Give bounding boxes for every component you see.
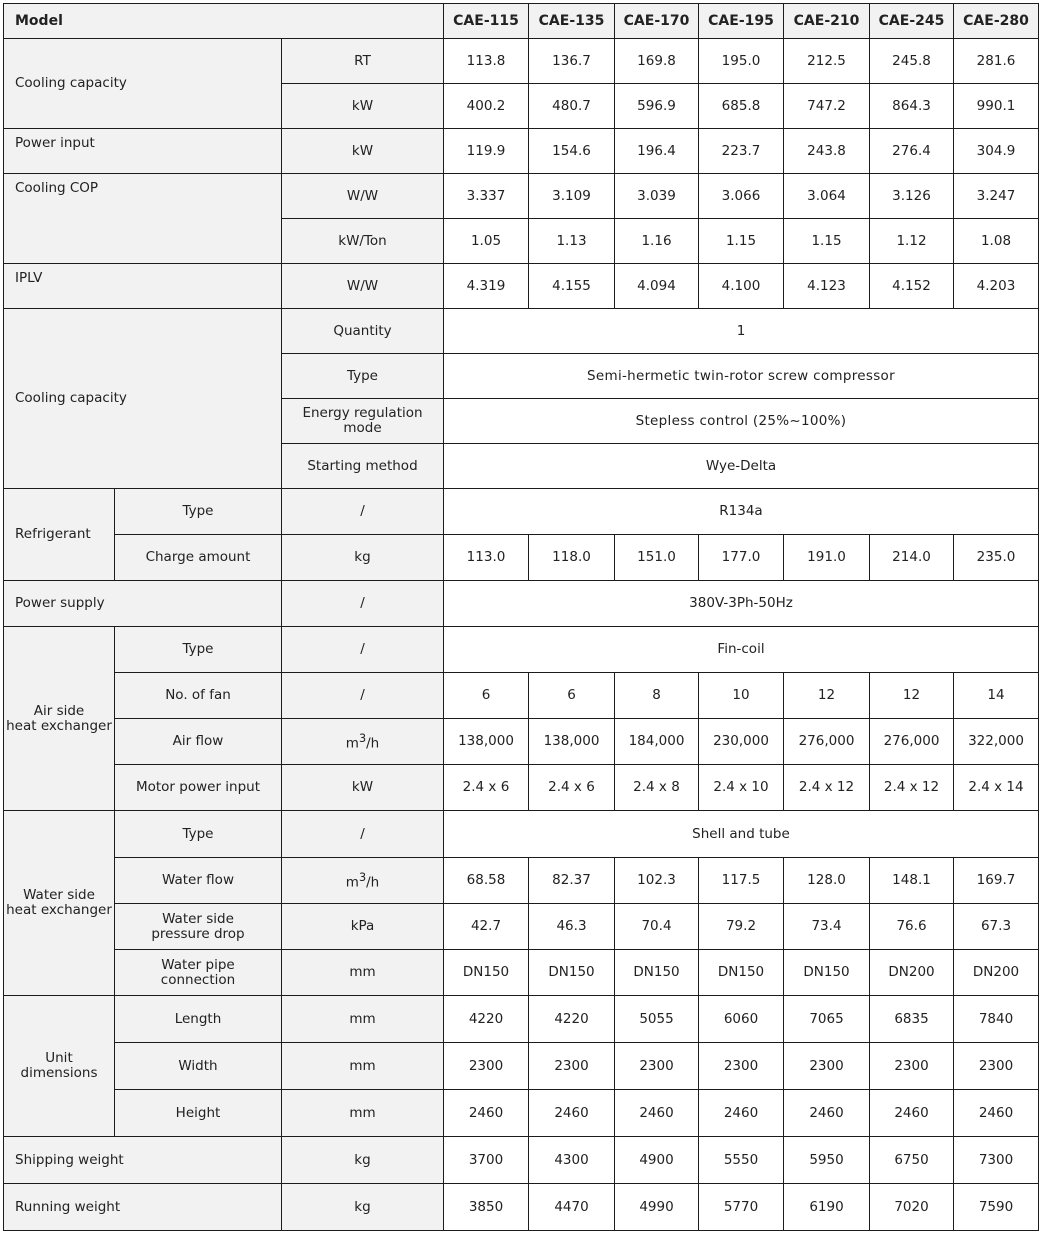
model-name: CAE-195 (699, 4, 784, 39)
value-cell: 70.4 (615, 904, 699, 950)
value-cell: 4900 (615, 1137, 699, 1184)
table-row (4, 1090, 1039, 1137)
value-cell: 2.4 x 12 (870, 765, 954, 811)
unit-cell: kW/Ton (282, 219, 444, 264)
value-cell: 113.0 (444, 535, 529, 581)
table-row (4, 719, 1039, 765)
value-cell: 113.8 (444, 39, 529, 84)
spec-label: No. of fan (115, 673, 282, 719)
value-cell: 1.08 (954, 219, 1039, 264)
value-cell: 747.2 (784, 84, 870, 129)
unit-cell: / (282, 811, 444, 858)
unit-cell (282, 858, 444, 904)
value-cell: 2.4 x 10 (699, 765, 784, 811)
unit-cell: / (282, 673, 444, 719)
value-cell: 1.15 (784, 219, 870, 264)
value-cell: 67.3 (954, 904, 1039, 950)
value-cell: 7065 (784, 996, 870, 1043)
value-cell: 2300 (784, 1043, 870, 1090)
table-row (4, 904, 1039, 950)
value-cell: 191.0 (784, 535, 870, 581)
value-cell: 1.16 (615, 219, 699, 264)
refrigerant-label: Refrigerant (4, 489, 115, 581)
value-cell: 1.05 (444, 219, 529, 264)
value-cell: 245.8 (870, 39, 954, 84)
unit-cell: kW (282, 84, 444, 129)
value-cell: 3.126 (870, 174, 954, 219)
value-cell: 119.9 (444, 129, 529, 174)
value-cell: 8 (615, 673, 699, 719)
span-value: Semi-hermetic twin-rotor screw compressor (444, 354, 1039, 399)
table-row (4, 1043, 1039, 1090)
value-cell: 6190 (784, 1184, 870, 1231)
model-name: CAE-135 (529, 4, 615, 39)
model-label: Model (4, 4, 444, 39)
value-cell: 3.247 (954, 174, 1039, 219)
value-cell: 3.109 (529, 174, 615, 219)
value-cell: 14 (954, 673, 1039, 719)
value-cell: 10 (699, 673, 784, 719)
model-name: CAE-210 (784, 4, 870, 39)
value-cell: 6835 (870, 996, 954, 1043)
table-row (4, 129, 1039, 174)
value-cell: 230,000 (699, 719, 784, 765)
value-cell: 4300 (529, 1137, 615, 1184)
model-name: CAE-170 (615, 4, 699, 39)
span-value: Wye-Delta (444, 444, 1039, 489)
unit-cell: kPa (282, 904, 444, 950)
unit-cell: kg (282, 1137, 444, 1184)
value-cell: 76.6 (870, 904, 954, 950)
unit-cell: / (282, 581, 444, 627)
value-cell: 6 (444, 673, 529, 719)
spec-label: Quantity (282, 309, 444, 354)
iplv-label: IPLV (4, 264, 282, 309)
value-cell: 136.7 (529, 39, 615, 84)
table-row (4, 535, 1039, 581)
value-cell: 276.4 (870, 129, 954, 174)
value-cell: 2.4 x 6 (529, 765, 615, 811)
label-line: Water pipe (161, 956, 235, 973)
value-cell: 1.15 (699, 219, 784, 264)
spec-label: Type (282, 354, 444, 399)
value-cell: 196.4 (615, 129, 699, 174)
unit-cell: kg (282, 535, 444, 581)
value-cell: 2460 (954, 1090, 1039, 1137)
spec-label: Water flow (115, 858, 282, 904)
table-row (4, 627, 1039, 673)
shipping-weight-label: Shipping weight (4, 1137, 282, 1184)
value-cell: 151.0 (615, 535, 699, 581)
value-cell: 400.2 (444, 84, 529, 129)
value-cell: 7300 (954, 1137, 1039, 1184)
unit-cell: mm (282, 1090, 444, 1137)
value-cell: 117.5 (699, 858, 784, 904)
value-cell: 6060 (699, 996, 784, 1043)
value-cell: 2460 (444, 1090, 529, 1137)
value-cell: 169.8 (615, 39, 699, 84)
spec-label: Charge amount (115, 535, 282, 581)
unit-cell: kg (282, 1184, 444, 1231)
value-cell: DN150 (615, 950, 699, 996)
value-cell: 169.7 (954, 858, 1039, 904)
value-cell: 6750 (870, 1137, 954, 1184)
value-cell: 2300 (444, 1043, 529, 1090)
value-cell: 4.152 (870, 264, 954, 309)
value-cell: 3.066 (699, 174, 784, 219)
value-cell: 46.3 (529, 904, 615, 950)
value-cell: 5550 (699, 1137, 784, 1184)
unit-base: m (345, 874, 359, 891)
label-line: Unit (45, 1050, 73, 1066)
unit-cell: mm (282, 950, 444, 996)
value-cell: 12 (784, 673, 870, 719)
value-cell: 12 (870, 673, 954, 719)
unit-cell: mm (282, 1043, 444, 1090)
table-row (4, 765, 1039, 811)
power-supply-label: Power supply (4, 581, 282, 627)
value-cell: 4990 (615, 1184, 699, 1231)
value-cell: 990.1 (954, 84, 1039, 129)
table-row (4, 309, 1039, 354)
label-line: pressure drop (151, 925, 245, 942)
value-cell: 2460 (529, 1090, 615, 1137)
span-value: Stepless control (25%~100%) (444, 399, 1039, 444)
label-line: Water side (23, 887, 95, 903)
unit-cell: mm (282, 996, 444, 1043)
value-cell: 184,000 (615, 719, 699, 765)
unit-superscript: 3 (358, 871, 367, 885)
label-line: mode (343, 420, 382, 436)
value-cell: 223.7 (699, 129, 784, 174)
value-cell: 3.039 (615, 174, 699, 219)
value-cell: 235.0 (954, 535, 1039, 581)
value-cell: 212.5 (784, 39, 870, 84)
value-cell: 4220 (444, 996, 529, 1043)
value-cell: 3.337 (444, 174, 529, 219)
unit-cell (282, 719, 444, 765)
value-cell: 2460 (784, 1090, 870, 1137)
value-cell: 2300 (699, 1043, 784, 1090)
spec-label (115, 904, 282, 950)
table-row (4, 673, 1039, 719)
unit-cell: kW (282, 765, 444, 811)
spec-label: Height (115, 1090, 282, 1137)
value-cell: 2460 (699, 1090, 784, 1137)
value-cell: 276,000 (784, 719, 870, 765)
spec-label: Length (115, 996, 282, 1043)
table-row (4, 1137, 1039, 1184)
spec-label: Type (115, 627, 282, 673)
value-cell: 214.0 (870, 535, 954, 581)
span-value: Shell and tube (444, 811, 1039, 858)
unit-cell: kW (282, 129, 444, 174)
value-cell: 154.6 (529, 129, 615, 174)
value-cell: 128.0 (784, 858, 870, 904)
table-row (4, 996, 1039, 1043)
value-cell: 322,000 (954, 719, 1039, 765)
spec-label: Type (115, 811, 282, 858)
label-line: heat exchanger (6, 717, 112, 734)
value-cell: 480.7 (529, 84, 615, 129)
table-row (4, 39, 1039, 84)
label-line: heat exchanger (6, 902, 112, 918)
spec-label (115, 950, 282, 996)
value-cell: 3700 (444, 1137, 529, 1184)
unit-superscript: 3 (358, 732, 367, 746)
spec-label: Type (115, 489, 282, 535)
air-side-label (4, 627, 115, 811)
value-cell: 3.064 (784, 174, 870, 219)
value-cell: 4.094 (615, 264, 699, 309)
model-name: CAE-245 (870, 4, 954, 39)
value-cell: 102.3 (615, 858, 699, 904)
value-cell: 138,000 (444, 719, 529, 765)
unit-cell: W/W (282, 174, 444, 219)
value-cell: 5950 (784, 1137, 870, 1184)
unit-tail: /h (366, 874, 380, 891)
running-weight-label: Running weight (4, 1184, 282, 1231)
value-cell: DN150 (444, 950, 529, 996)
value-cell: 5055 (615, 996, 699, 1043)
unit-base: m (345, 735, 359, 752)
value-cell: 177.0 (699, 535, 784, 581)
value-cell: 4470 (529, 1184, 615, 1231)
value-cell: 2300 (529, 1043, 615, 1090)
value-cell: 7020 (870, 1184, 954, 1231)
water-side-label (4, 811, 115, 996)
unit-cell: W/W (282, 264, 444, 309)
value-cell: DN200 (954, 950, 1039, 996)
value-cell: 596.9 (615, 84, 699, 129)
value-cell: 2460 (870, 1090, 954, 1137)
value-cell: 5770 (699, 1184, 784, 1231)
value-cell: DN150 (699, 950, 784, 996)
model-name: CAE-280 (954, 4, 1039, 39)
table-row (4, 811, 1039, 858)
value-cell: 276,000 (870, 719, 954, 765)
table-row (4, 264, 1039, 309)
power-input-label: Power input (4, 129, 282, 174)
table-row (4, 1184, 1039, 1231)
value-cell: 79.2 (699, 904, 784, 950)
value-cell: 4.319 (444, 264, 529, 309)
unit-cell: / (282, 627, 444, 673)
value-cell: 685.8 (699, 84, 784, 129)
spec-label: Starting method (282, 444, 444, 489)
span-value: Fin-coil (444, 627, 1039, 673)
value-cell: 4.100 (699, 264, 784, 309)
spec-label: Air flow (115, 719, 282, 765)
unit-cell: / (282, 489, 444, 535)
value-cell: 6 (529, 673, 615, 719)
value-cell: 2460 (615, 1090, 699, 1137)
label-line: connection (160, 971, 236, 988)
spec-label: Motor power input (115, 765, 282, 811)
value-cell: 4.155 (529, 264, 615, 309)
value-cell: 1.12 (870, 219, 954, 264)
header-row (4, 4, 1039, 39)
unit-tail: /h (366, 735, 380, 752)
label-line: Air side (33, 702, 85, 719)
value-cell: 82.37 (529, 858, 615, 904)
table-row (4, 581, 1039, 627)
value-cell: 7590 (954, 1184, 1039, 1231)
label-line: Energy regulation (302, 405, 423, 421)
value-cell: DN200 (870, 950, 954, 996)
table-row (4, 858, 1039, 904)
value-cell: DN150 (529, 950, 615, 996)
table-row (4, 950, 1039, 996)
compressor-label: Cooling capacity (4, 309, 282, 489)
cooling-cop-label: Cooling COP (4, 174, 282, 264)
value-cell: 7840 (954, 996, 1039, 1043)
unit-dimensions-label (4, 996, 115, 1137)
value-cell: 4.123 (784, 264, 870, 309)
value-cell: 2300 (615, 1043, 699, 1090)
spec-table (3, 3, 1039, 1231)
label-line: dimensions (20, 1065, 98, 1081)
value-cell: 304.9 (954, 129, 1039, 174)
cooling-capacity-label: Cooling capacity (4, 39, 282, 129)
value-cell: 2300 (870, 1043, 954, 1090)
spec-label (282, 399, 444, 444)
value-cell: 4.203 (954, 264, 1039, 309)
unit-cell: RT (282, 39, 444, 84)
value-cell: 118.0 (529, 535, 615, 581)
value-cell: 281.6 (954, 39, 1039, 84)
label-line: Water side (162, 910, 234, 927)
value-cell: 2300 (954, 1043, 1039, 1090)
value-cell: 2.4 x 6 (444, 765, 529, 811)
value-cell: 2.4 x 14 (954, 765, 1039, 811)
value-cell: 68.58 (444, 858, 529, 904)
value-cell: DN150 (784, 950, 870, 996)
span-value: R134a (444, 489, 1039, 535)
value-cell: 148.1 (870, 858, 954, 904)
value-cell: 864.3 (870, 84, 954, 129)
value-cell: 4220 (529, 996, 615, 1043)
span-value: 380V-3Ph-50Hz (444, 581, 1039, 627)
table-row (4, 489, 1039, 535)
spec-label: Width (115, 1043, 282, 1090)
value-cell: 195.0 (699, 39, 784, 84)
value-cell: 138,000 (529, 719, 615, 765)
value-cell: 42.7 (444, 904, 529, 950)
value-cell: 1.13 (529, 219, 615, 264)
table-row (4, 174, 1039, 219)
span-value: 1 (444, 309, 1039, 354)
value-cell: 73.4 (784, 904, 870, 950)
value-cell: 2.4 x 8 (615, 765, 699, 811)
value-cell: 3850 (444, 1184, 529, 1231)
model-name: CAE-115 (444, 4, 529, 39)
value-cell: 2.4 x 12 (784, 765, 870, 811)
value-cell: 243.8 (784, 129, 870, 174)
